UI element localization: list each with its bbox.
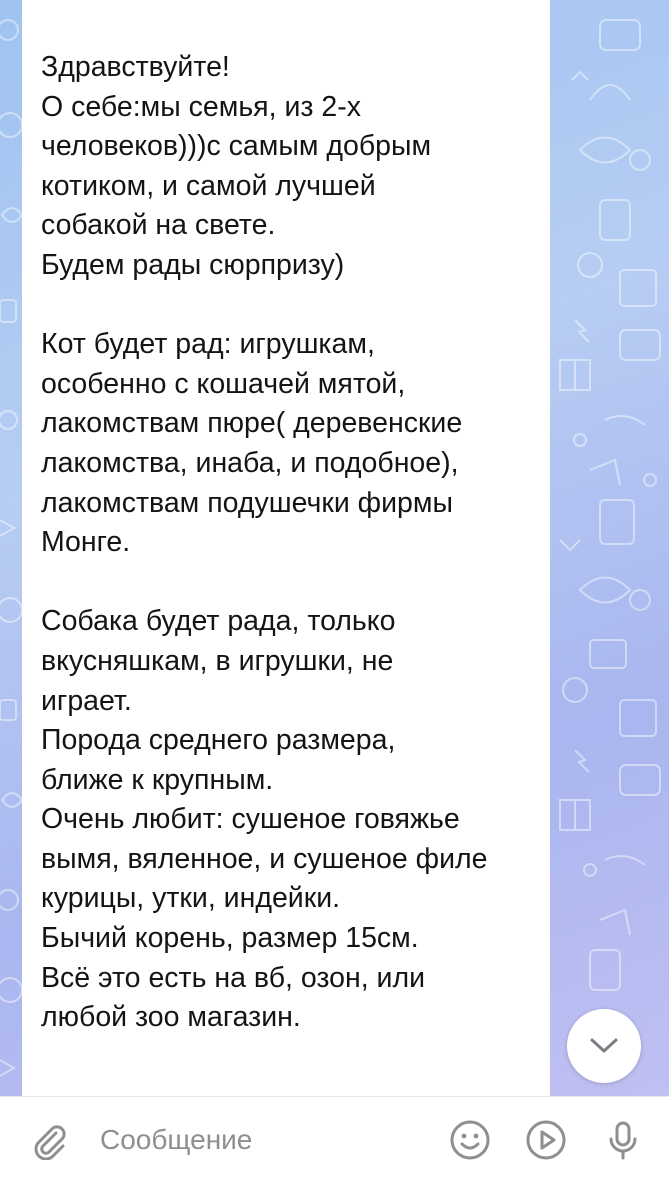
smile-icon [449, 1119, 491, 1161]
paperclip-icon [29, 1120, 69, 1160]
attach-button[interactable] [26, 1117, 72, 1163]
message-text: Здравствуйте! О себе:мы семья, из 2-х человеков)))с самым добрым котиком, и самой лучшей собакой на свете. Будем рады сюрпризу) Кот будет рад: игрушкам, особенно с кошачей мятой, лакомствам пюре( деревенские лакомства, инаба, и подобное), лакомствам подушечки фирмы Монге. Собака будет рада, только вкусняшкам, в игрушки, не играет. Порода среднего размера, ближе к крупным. Очень любит: сушеное говяжье вымя, вяленное, и сушеное филе курицы, утки, индейки. Бычий корень, размер 15см. Всё это есть на вб, озон, или любой зоо магазин. [41, 51, 488, 1034]
message-composer [0, 1096, 669, 1200]
voice-message-button[interactable] [600, 1117, 646, 1163]
scroll-down-button[interactable] [567, 1009, 641, 1083]
message-input[interactable] [100, 1119, 430, 1161]
chevron-down-icon [588, 1036, 620, 1056]
video-message-button[interactable] [523, 1117, 569, 1163]
emoji-button[interactable] [447, 1117, 493, 1163]
microphone-icon [602, 1119, 644, 1161]
play-circle-icon [525, 1119, 567, 1161]
